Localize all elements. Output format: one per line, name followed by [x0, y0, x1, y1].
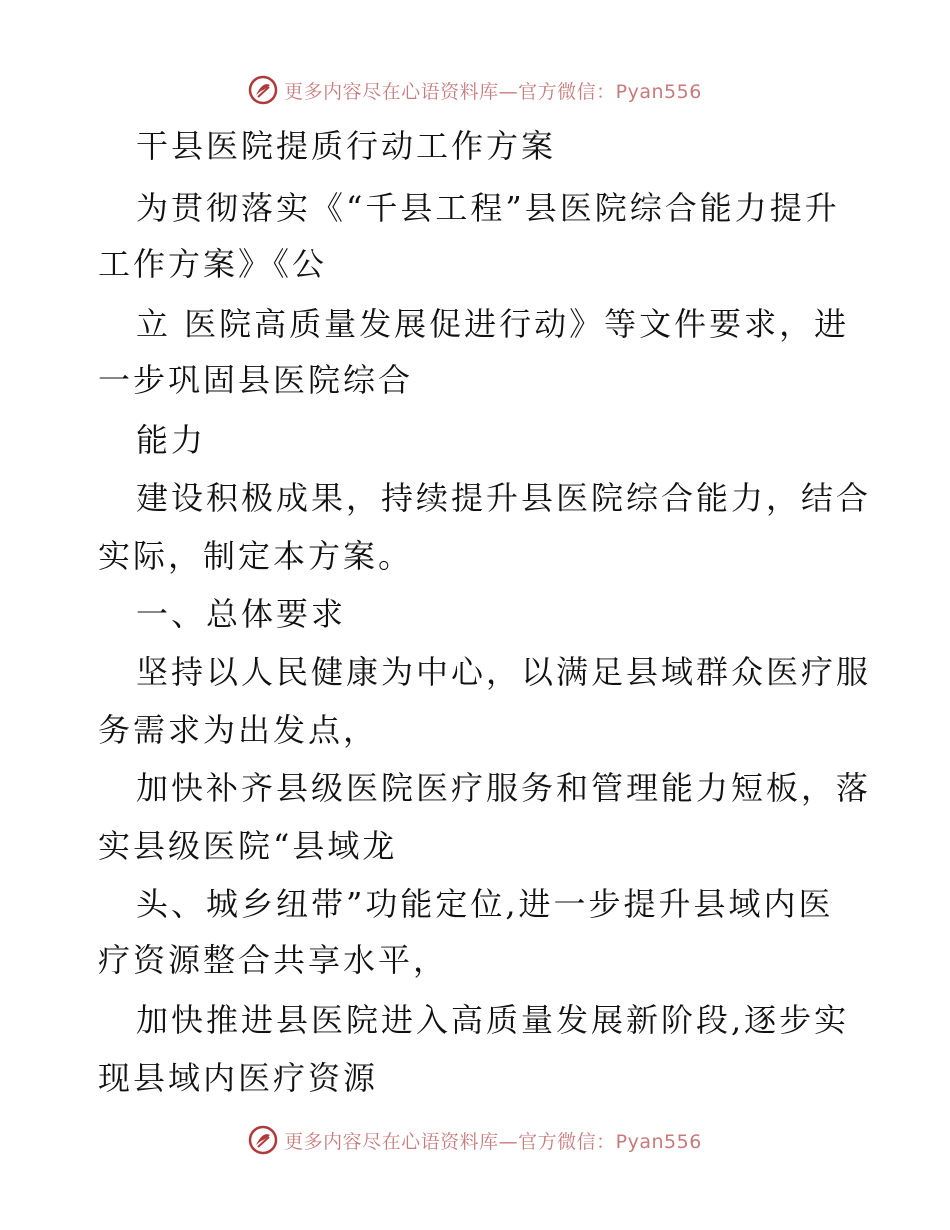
paragraph-line: 立 医院高质量发展促进行动》等文件要求，进 — [136, 305, 850, 343]
paragraph-line: 建设积极成果，持续提升县医院综合能力，结合 — [136, 479, 872, 517]
paragraph-line: 加快补齐县级医院医疗服务和管理能力短板，落 — [136, 769, 872, 807]
footer-banner-text: 更多内容尽在心语资料库—官方微信：Pyan556 — [284, 1130, 702, 1153]
paragraph-line: 头、城乡纽带”功能定位,进一步提升县域内医 — [136, 885, 834, 923]
document-title: 干县医院提质行动工作方案 — [136, 127, 557, 165]
paragraph-line: 工作方案》《公 — [98, 245, 328, 283]
section-heading: 一、总体要求 — [136, 595, 347, 633]
logo-icon — [248, 1125, 278, 1155]
wechat-id: Pyan556 — [615, 1130, 702, 1153]
wechat-id: Pyan556 — [615, 80, 702, 103]
paragraph-line: 疗资源整合共享水平， — [98, 941, 449, 979]
paragraph-line: 现县域内医疗资源 — [98, 1059, 379, 1097]
paragraph-line: 一步巩固县医院综合 — [98, 361, 414, 399]
footer-banner — [0, 1120, 950, 1160]
paragraph-line: 务需求为出发点， — [98, 711, 379, 749]
paragraph-line: 为贯彻落实《“千县工程”县医院综合能力提升 — [136, 189, 840, 227]
paragraph-line: 坚持以人民健康为中心，以满足县域群众医疗服 — [136, 653, 872, 691]
paragraph-line: 能力 — [136, 421, 207, 459]
header-banner — [0, 70, 950, 110]
paragraph-line: 加快推进县医院进入高质量发展新阶段,逐步实 — [136, 1001, 850, 1039]
logo-icon — [248, 75, 278, 105]
paragraph-line: 实际，制定本方案。 — [98, 537, 414, 575]
paragraph-line: 实县级医院“县域龙 — [98, 827, 398, 865]
header-banner-text: 更多内容尽在心语资料库—官方微信：Pyan556 — [284, 80, 702, 103]
